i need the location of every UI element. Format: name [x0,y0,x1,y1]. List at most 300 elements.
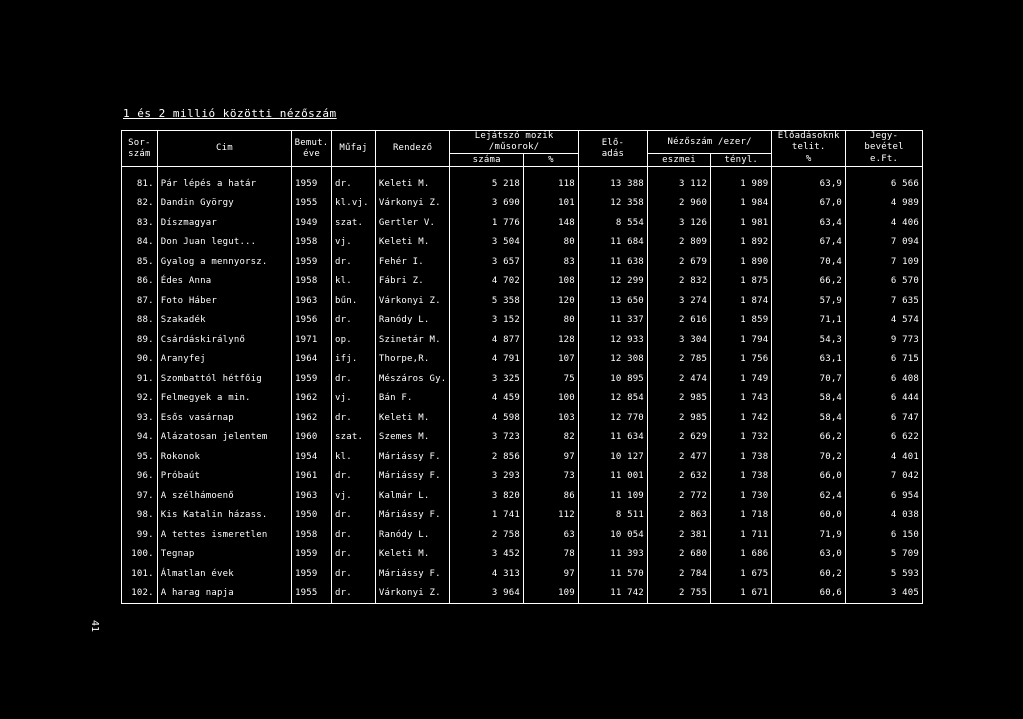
row-rank: 93. [122,408,158,428]
row-viewers-actual: 1 756 [711,350,772,370]
row-screenings: 12 933 [578,330,647,350]
row-title: Csárdáskirálynő [157,330,291,350]
row-revenue: 6 566 [846,174,923,194]
row-viewers-actual: 1 890 [711,252,772,272]
row-viewers-calc: 2 477 [647,447,710,467]
row-director: Keleti M. [375,174,449,194]
row-year: 1962 [292,408,332,428]
row-genre: dr. [332,369,376,389]
row-director: Máriássy F. [375,564,449,584]
row-viewers-calc: 2 985 [647,408,710,428]
row-screenings: 13 650 [578,291,647,311]
row-viewers-actual: 1 742 [711,408,772,428]
row-genre: vj. [332,389,376,409]
row-fill: 70,4 [772,252,846,272]
header-viewers-actual: tényl. [711,154,772,167]
row-viewers-calc: 3 112 [647,174,710,194]
row-screenings: 11 742 [578,584,647,604]
row-cinemas: 3 690 [450,194,524,214]
table-row [122,311,923,331]
row-title: Díszmagyar [157,213,291,233]
table-row [122,252,923,272]
row-revenue: 4 406 [846,213,923,233]
row-genre: dr. [332,506,376,526]
row-cinemas-pct: 97 [524,564,579,584]
row-viewers-calc: 2 985 [647,389,710,409]
row-revenue: 5 709 [846,545,923,565]
row-director: Várkonyi Z. [375,291,449,311]
row-viewers-actual: 1 749 [711,369,772,389]
row-genre: ifj. [332,350,376,370]
row-cinemas-pct: 101 [524,194,579,214]
row-cinemas-pct: 63 [524,525,579,545]
row-viewers-actual: 1 711 [711,525,772,545]
row-viewers-calc: 2 629 [647,428,710,448]
row-year: 1959 [292,545,332,565]
header-genre: Műfaj [332,131,376,167]
row-year: 1964 [292,350,332,370]
row-rank: 81. [122,174,158,194]
table-row [122,272,923,292]
row-viewers-calc: 2 680 [647,545,710,565]
row-rank: 97. [122,486,158,506]
row-cinemas: 3 293 [450,467,524,487]
row-viewers-actual: 1 981 [711,213,772,233]
row-screenings: 12 299 [578,272,647,292]
row-year: 1949 [292,213,332,233]
row-cinemas: 3 820 [450,486,524,506]
row-revenue: 7 042 [846,467,923,487]
row-viewers-calc: 2 784 [647,564,710,584]
row-fill: 71,1 [772,311,846,331]
row-cinemas: 4 598 [450,408,524,428]
table-row [122,389,923,409]
row-fill: 66,2 [772,272,846,292]
row-director: Gertler V. [375,213,449,233]
row-genre: bűn. [332,291,376,311]
row-screenings: 10 127 [578,447,647,467]
row-rank: 98. [122,506,158,526]
header-cinemas-pct: % [524,154,579,167]
row-screenings: 10 054 [578,525,647,545]
row-fill: 54,3 [772,330,846,350]
header-cinemas-count: száma [450,154,524,167]
row-screenings: 11 638 [578,252,647,272]
row-year: 1960 [292,428,332,448]
row-cinemas: 3 325 [450,369,524,389]
row-cinemas-pct: 73 [524,467,579,487]
row-rank: 92. [122,389,158,409]
row-title: Szakadék [157,311,291,331]
row-revenue: 4 038 [846,506,923,526]
row-director: Keleti M. [375,233,449,253]
table-row [122,194,923,214]
row-year: 1955 [292,584,332,604]
row-genre: dr. [332,408,376,428]
row-viewers-actual: 1 718 [711,506,772,526]
row-cinemas-pct: 83 [524,252,579,272]
row-viewers-actual: 1 875 [711,272,772,292]
row-year: 1963 [292,486,332,506]
row-viewers-actual: 1 675 [711,564,772,584]
row-year: 1956 [292,311,332,331]
row-viewers-calc: 2 632 [647,467,710,487]
row-rank: 99. [122,525,158,545]
row-rank: 83. [122,213,158,233]
row-year: 1961 [292,467,332,487]
row-screenings: 12 308 [578,350,647,370]
row-fill: 60,6 [772,584,846,604]
header-rank: Sor- szám [122,131,158,167]
row-year: 1971 [292,330,332,350]
row-fill: 70,2 [772,447,846,467]
row-fill: 60,2 [772,564,846,584]
row-year: 1962 [292,389,332,409]
row-director: Thorpe,R. [375,350,449,370]
row-year: 1959 [292,174,332,194]
header-viewers-calc: eszmei [647,154,710,167]
row-screenings: 12 358 [578,194,647,214]
table-row [122,428,923,448]
row-screenings: 12 770 [578,408,647,428]
row-director: Máriássy F. [375,447,449,467]
row-cinemas-pct: 103 [524,408,579,428]
row-revenue: 6 715 [846,350,923,370]
row-revenue: 7 094 [846,233,923,253]
table-row [122,564,923,584]
row-director: Máriássy F. [375,506,449,526]
row-title: Pár lépés a határ [157,174,291,194]
row-year: 1958 [292,233,332,253]
row-cinemas-pct: 120 [524,291,579,311]
row-revenue: 5 593 [846,564,923,584]
row-cinemas: 4 459 [450,389,524,409]
row-cinemas: 5 218 [450,174,524,194]
row-year: 1959 [292,369,332,389]
row-revenue: 4 574 [846,311,923,331]
header-cinemas: Lejátszó mozik /műsorok/ [450,131,579,154]
row-screenings: 11 337 [578,311,647,331]
row-viewers-actual: 1 989 [711,174,772,194]
row-genre: kl.vj. [332,194,376,214]
row-rank: 87. [122,291,158,311]
row-screenings: 8 511 [578,506,647,526]
row-genre: szat. [332,213,376,233]
row-viewers-calc: 2 474 [647,369,710,389]
row-fill: 63,0 [772,545,846,565]
row-viewers-actual: 1 732 [711,428,772,448]
row-rank: 84. [122,233,158,253]
row-rank: 95. [122,447,158,467]
row-viewers-actual: 1 859 [711,311,772,331]
row-fill: 58,4 [772,408,846,428]
row-genre: dr. [332,174,376,194]
row-title: A harag napja [157,584,291,604]
row-viewers-calc: 2 755 [647,584,710,604]
row-genre: dr. [332,311,376,331]
row-year: 1959 [292,252,332,272]
row-cinemas: 3 657 [450,252,524,272]
row-title: Szombattól hétfőig [157,369,291,389]
row-cinemas-pct: 148 [524,213,579,233]
header-title: Cim [157,131,291,167]
row-cinemas: 1 741 [450,506,524,526]
row-cinemas-pct: 82 [524,428,579,448]
row-genre: kl. [332,447,376,467]
row-viewers-actual: 1 743 [711,389,772,409]
table-row [122,233,923,253]
header-screenings: Elő- adás [578,131,647,167]
row-fill: 67,0 [772,194,846,214]
row-fill: 67,4 [772,233,846,253]
table-row [122,545,923,565]
row-year: 1955 [292,194,332,214]
row-genre: dr. [332,252,376,272]
row-viewers-calc: 2 679 [647,252,710,272]
row-year: 1959 [292,564,332,584]
table-row [122,584,923,604]
row-director: Mészáros Gy. [375,369,449,389]
row-viewers-actual: 1 892 [711,233,772,253]
row-director: Kalmár L. [375,486,449,506]
row-viewers-calc: 3 304 [647,330,710,350]
row-genre: dr. [332,584,376,604]
table-row [122,369,923,389]
row-cinemas: 3 504 [450,233,524,253]
row-fill: 63,4 [772,213,846,233]
row-revenue: 7 635 [846,291,923,311]
header-year: Bemut. éve [292,131,332,167]
row-cinemas: 3 452 [450,545,524,565]
row-director: Szinetár M. [375,330,449,350]
row-rank: 86. [122,272,158,292]
row-revenue: 4 989 [846,194,923,214]
row-cinemas-pct: 78 [524,545,579,565]
header-fill-unit: % [772,154,846,167]
row-genre: kl. [332,272,376,292]
row-rank: 88. [122,311,158,331]
row-screenings: 11 634 [578,428,647,448]
row-screenings: 11 570 [578,564,647,584]
page-number: 41 [89,620,100,633]
row-cinemas: 3 964 [450,584,524,604]
row-genre: vj. [332,233,376,253]
row-director: Fehér I. [375,252,449,272]
row-revenue: 3 405 [846,584,923,604]
row-revenue: 6 747 [846,408,923,428]
row-rank: 85. [122,252,158,272]
row-fill: 63,9 [772,174,846,194]
row-title: Próbaút [157,467,291,487]
row-genre: dr. [332,564,376,584]
row-director: Várkonyi Z. [375,194,449,214]
row-viewers-actual: 1 730 [711,486,772,506]
row-rank: 101. [122,564,158,584]
row-screenings: 10 895 [578,369,647,389]
row-viewers-calc: 2 809 [647,233,710,253]
row-viewers-calc: 2 616 [647,311,710,331]
header-viewers: Nézőszám /ezer/ [647,131,771,154]
row-cinemas: 1 776 [450,213,524,233]
row-viewers-calc: 2 772 [647,486,710,506]
row-viewers-actual: 1 738 [711,447,772,467]
row-cinemas: 2 856 [450,447,524,467]
row-viewers-calc: 2 960 [647,194,710,214]
row-director: Szemes M. [375,428,449,448]
row-revenue: 6 444 [846,389,923,409]
row-fill: 63,1 [772,350,846,370]
table-row [122,174,923,194]
header-revenue-unit: e.Ft. [846,154,923,167]
row-fill: 71,9 [772,525,846,545]
row-director: Keleti M. [375,545,449,565]
row-fill: 66,2 [772,428,846,448]
row-revenue: 6 570 [846,272,923,292]
row-genre: dr. [332,525,376,545]
row-title: Don Juan legut... [157,233,291,253]
row-viewers-actual: 1 794 [711,330,772,350]
row-title: Kis Katalin házass. [157,506,291,526]
table-row [122,447,923,467]
row-title: Esős vasárnap [157,408,291,428]
row-genre: szat. [332,428,376,448]
row-genre: dr. [332,545,376,565]
row-cinemas: 4 877 [450,330,524,350]
row-screenings: 12 854 [578,389,647,409]
table-title: 1 és 2 millió közötti nézőszám [123,107,337,120]
row-revenue: 6 954 [846,486,923,506]
row-viewers-calc: 3 274 [647,291,710,311]
row-screenings: 11 684 [578,233,647,253]
table-row [122,408,923,428]
row-revenue: 4 401 [846,447,923,467]
row-title: Alázatosan jelentem [157,428,291,448]
row-viewers-calc: 2 832 [647,272,710,292]
row-cinemas: 4 313 [450,564,524,584]
row-genre: dr. [332,467,376,487]
row-cinemas-pct: 108 [524,272,579,292]
row-cinemas-pct: 109 [524,584,579,604]
row-title: Rokonok [157,447,291,467]
row-rank: 91. [122,369,158,389]
row-director: Máriássy F. [375,467,449,487]
table-row [122,467,923,487]
row-rank: 100. [122,545,158,565]
row-cinemas-pct: 80 [524,233,579,253]
row-screenings: 11 393 [578,545,647,565]
row-title: Tegnap [157,545,291,565]
row-cinemas: 4 702 [450,272,524,292]
row-director: Fábri Z. [375,272,449,292]
row-genre: vj. [332,486,376,506]
row-viewers-actual: 1 686 [711,545,772,565]
row-cinemas-pct: 100 [524,389,579,409]
row-screenings: 11 109 [578,486,647,506]
row-fill: 58,4 [772,389,846,409]
row-viewers-calc: 2 863 [647,506,710,526]
row-cinemas-pct: 107 [524,350,579,370]
row-viewers-actual: 1 984 [711,194,772,214]
row-cinemas: 5 358 [450,291,524,311]
row-director: Ranódy L. [375,525,449,545]
row-title: Foto Háber [157,291,291,311]
row-rank: 90. [122,350,158,370]
row-viewers-calc: 3 126 [647,213,710,233]
row-revenue: 6 408 [846,369,923,389]
row-viewers-actual: 1 671 [711,584,772,604]
row-genre: op. [332,330,376,350]
row-screenings: 8 554 [578,213,647,233]
row-cinemas-pct: 75 [524,369,579,389]
row-viewers-actual: 1 874 [711,291,772,311]
row-title: Aranyfej [157,350,291,370]
row-title: A tettes ismeretlen [157,525,291,545]
row-cinemas-pct: 118 [524,174,579,194]
row-cinemas: 3 723 [450,428,524,448]
row-cinemas-pct: 128 [524,330,579,350]
row-revenue: 9 773 [846,330,923,350]
header-director: Rendező [375,131,449,167]
row-revenue: 7 109 [846,252,923,272]
row-fill: 60,0 [772,506,846,526]
row-director: Várkonyi Z. [375,584,449,604]
row-fill: 70,7 [772,369,846,389]
row-cinemas-pct: 80 [524,311,579,331]
row-cinemas-pct: 97 [524,447,579,467]
row-revenue: 6 150 [846,525,923,545]
table-row [122,486,923,506]
row-title: Felmegyek a min. [157,389,291,409]
row-viewers-actual: 1 738 [711,467,772,487]
row-viewers-calc: 2 785 [647,350,710,370]
table-row [122,506,923,526]
row-cinemas: 2 758 [450,525,524,545]
row-year: 1958 [292,525,332,545]
row-viewers-calc: 2 381 [647,525,710,545]
row-cinemas: 3 152 [450,311,524,331]
row-cinemas-pct: 86 [524,486,579,506]
row-rank: 96. [122,467,158,487]
row-year: 1963 [292,291,332,311]
table-row [122,291,923,311]
table-row [122,350,923,370]
row-year: 1950 [292,506,332,526]
row-title: A szélhámoenő [157,486,291,506]
row-director: Bán F. [375,389,449,409]
header-fill: Előadásoknk telit. [772,131,846,154]
row-screenings: 13 388 [578,174,647,194]
row-rank: 102. [122,584,158,604]
row-fill: 66,0 [772,467,846,487]
row-fill: 62,4 [772,486,846,506]
film-statistics-table [121,130,923,604]
table-row [122,213,923,233]
row-rank: 94. [122,428,158,448]
row-revenue: 6 622 [846,428,923,448]
row-title: Dandin György [157,194,291,214]
row-year: 1958 [292,272,332,292]
row-director: Keleti M. [375,408,449,428]
row-title: Álmatlan évek [157,564,291,584]
row-director: Ranódy L. [375,311,449,331]
row-rank: 82. [122,194,158,214]
row-fill: 57,9 [772,291,846,311]
row-cinemas: 4 791 [450,350,524,370]
table-row [122,330,923,350]
row-title: Édes Anna [157,272,291,292]
table-row [122,525,923,545]
header-revenue: Jegy- bevétel [846,131,923,154]
